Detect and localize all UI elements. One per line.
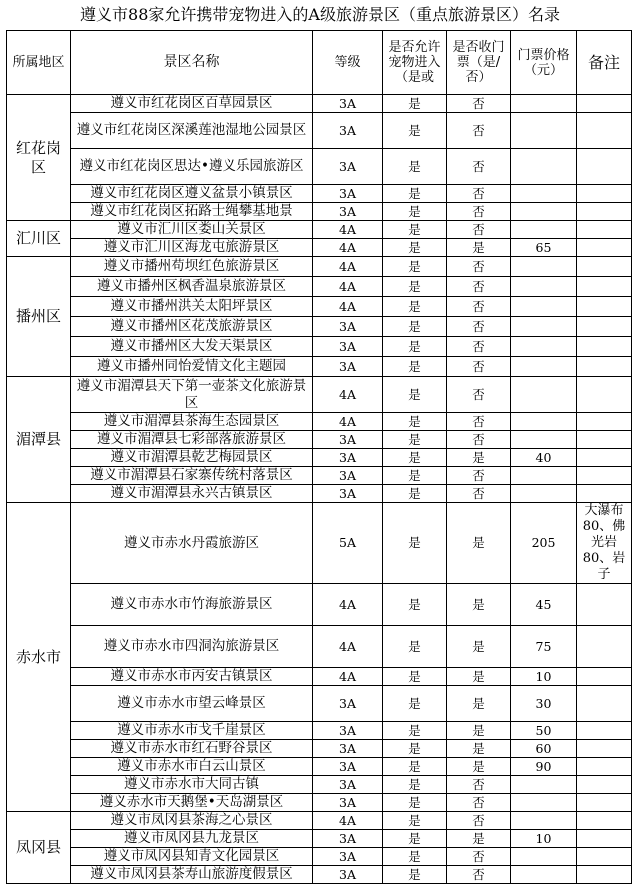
name-cell: 遵义市赤水丹霞旅游区 [71, 503, 313, 584]
level-cell: 4A [313, 297, 383, 317]
name-cell: 遵义市赤水市红石野谷景区 [71, 740, 313, 758]
level-cell: 3A [313, 722, 383, 740]
col-header-region: 所属地区 [7, 31, 71, 95]
ticket-cell: 否 [447, 794, 511, 812]
name-cell: 遵义市红花岗区思达•遵义乐园旅游区 [71, 149, 313, 185]
level-cell: 4A [313, 257, 383, 277]
note-cell [577, 357, 632, 377]
name-cell: 遵义赤水市天鹅堡•天岛湖景区 [71, 794, 313, 812]
ticket-cell: 否 [447, 297, 511, 317]
ticket-cell: 是 [447, 686, 511, 722]
pets-cell: 是 [383, 686, 447, 722]
note-cell [577, 866, 632, 884]
ticket-cell: 否 [447, 149, 511, 185]
name-cell: 遵义市赤水市戈千崖景区 [71, 722, 313, 740]
level-cell: 3A [313, 431, 383, 449]
note-cell [577, 848, 632, 866]
pets-cell: 是 [383, 794, 447, 812]
name-cell: 遵义市红花岗区百草园景区 [71, 95, 313, 113]
table-row [7, 149, 632, 185]
region-cell: 汇川区 [7, 221, 71, 257]
table-row [7, 485, 632, 503]
name-cell: 遵义市凤冈县茶寿山旅游度假景区 [71, 866, 313, 884]
pets-cell: 是 [383, 221, 447, 239]
note-cell [577, 377, 632, 413]
note-cell [577, 794, 632, 812]
name-cell: 遵义市赤水市望云峰景区 [71, 686, 313, 722]
name-cell: 遵义市凤冈县九龙景区 [71, 830, 313, 848]
ticket-cell: 是 [447, 626, 511, 668]
price-cell: 60 [511, 740, 577, 758]
name-cell: 遵义市播州区大发天渠景区 [71, 337, 313, 357]
note-cell [577, 830, 632, 848]
note-cell [577, 203, 632, 221]
note-cell [577, 467, 632, 485]
level-cell: 3A [313, 185, 383, 203]
pets-cell: 是 [383, 668, 447, 686]
pets-cell: 是 [383, 626, 447, 668]
pets-cell: 是 [383, 449, 447, 467]
region-cell: 播州区 [7, 257, 71, 377]
ticket-cell: 是 [447, 758, 511, 776]
pets-cell: 是 [383, 113, 447, 149]
table-row [7, 626, 632, 668]
price-cell [511, 297, 577, 317]
pets-cell: 是 [383, 467, 447, 485]
name-cell: 遵义市播州区枫香温泉旅游景区 [71, 277, 313, 297]
note-cell [577, 431, 632, 449]
level-cell: 3A [313, 830, 383, 848]
note-cell [577, 584, 632, 626]
level-cell: 4A [313, 413, 383, 431]
name-cell: 遵义市湄潭县石家寨传统村落景区 [71, 467, 313, 485]
price-cell [511, 113, 577, 149]
pets-cell: 是 [383, 95, 447, 113]
table-row [7, 431, 632, 449]
table-row [7, 794, 632, 812]
pets-cell: 是 [383, 758, 447, 776]
price-cell: 50 [511, 722, 577, 740]
ticket-cell: 是 [447, 503, 511, 584]
col-header-ticket: 是否收门票（是/否） [447, 31, 511, 95]
pets-cell: 是 [383, 722, 447, 740]
pets-cell: 是 [383, 740, 447, 758]
ticket-cell: 否 [447, 467, 511, 485]
level-cell: 3A [313, 794, 383, 812]
pets-cell: 是 [383, 239, 447, 257]
level-cell: 5A [313, 503, 383, 584]
col-header-price: 门票价格（元） [511, 31, 577, 95]
scenic-spot-table [6, 30, 632, 884]
table-row [7, 584, 632, 626]
table-row [7, 185, 632, 203]
table-row [7, 413, 632, 431]
note-text: 大瀑布80、佛光岩80、岩子 [582, 503, 626, 582]
pets-cell: 是 [383, 185, 447, 203]
pets-cell: 是 [383, 866, 447, 884]
ticket-cell: 是 [447, 449, 511, 467]
level-cell: 3A [313, 95, 383, 113]
region-cell: 红花岗区 [7, 95, 71, 221]
pets-cell: 是 [383, 257, 447, 277]
ticket-cell: 否 [447, 848, 511, 866]
level-cell: 4A [313, 584, 383, 626]
ticket-cell: 否 [447, 776, 511, 794]
name-cell: 遵义市赤水市四洞沟旅游景区 [71, 626, 313, 668]
ticket-cell: 否 [447, 113, 511, 149]
name-cell: 遵义市湄潭县七彩部落旅游景区 [71, 431, 313, 449]
region-cell: 凤冈县 [7, 812, 71, 884]
ticket-cell: 是 [447, 740, 511, 758]
price-cell [511, 317, 577, 337]
price-cell: 40 [511, 449, 577, 467]
pets-cell: 是 [383, 413, 447, 431]
ticket-cell: 否 [447, 485, 511, 503]
price-cell [511, 149, 577, 185]
name-cell: 遵义市红花岗区深溪莲池湿地公园景区 [71, 113, 313, 149]
table-row [7, 722, 632, 740]
level-cell: 3A [313, 467, 383, 485]
pets-cell: 是 [383, 503, 447, 584]
note-cell [577, 257, 632, 277]
ticket-cell: 否 [447, 203, 511, 221]
name-cell: 遵义市赤水市丙安古镇景区 [71, 668, 313, 686]
note-cell [577, 297, 632, 317]
price-cell: 65 [511, 239, 577, 257]
name-cell: 遵义市凤冈县茶海之心景区 [71, 812, 313, 830]
ticket-cell: 否 [447, 95, 511, 113]
name-cell: 遵义市红花岗区遵义盆景小镇景区 [71, 185, 313, 203]
note-cell [577, 337, 632, 357]
price-cell [511, 794, 577, 812]
ticket-cell: 否 [447, 866, 511, 884]
level-cell: 3A [313, 337, 383, 357]
note-cell [577, 95, 632, 113]
table-row [7, 297, 632, 317]
note-cell [577, 239, 632, 257]
price-cell: 30 [511, 686, 577, 722]
name-cell: 遵义市湄潭县天下第一壶茶文化旅游景区 [71, 377, 313, 413]
level-cell: 3A [313, 485, 383, 503]
pets-cell: 是 [383, 377, 447, 413]
table-row [7, 357, 632, 377]
note-cell [577, 503, 632, 584]
ticket-cell: 否 [447, 431, 511, 449]
price-cell: 75 [511, 626, 577, 668]
level-cell: 3A [313, 203, 383, 221]
price-cell [511, 776, 577, 794]
ticket-cell: 否 [447, 337, 511, 357]
name-cell: 遵义市湄潭县乾艺梅园景区 [71, 449, 313, 467]
level-cell: 4A [313, 239, 383, 257]
note-cell [577, 722, 632, 740]
name-cell: 遵义市播州同怡爱情文化主题园 [71, 357, 313, 377]
region-cell: 湄潭县 [7, 377, 71, 503]
table-row [7, 686, 632, 722]
ticket-cell: 否 [447, 257, 511, 277]
price-cell [511, 413, 577, 431]
table-row [7, 277, 632, 297]
table-row [7, 866, 632, 884]
note-cell [577, 413, 632, 431]
table-row [7, 848, 632, 866]
note-cell [577, 277, 632, 297]
table-row [7, 467, 632, 485]
level-cell: 4A [313, 668, 383, 686]
pets-cell: 是 [383, 203, 447, 221]
ticket-cell: 是 [447, 584, 511, 626]
ticket-cell: 否 [447, 357, 511, 377]
name-cell: 遵义市凤冈县知青文化园景区 [71, 848, 313, 866]
name-cell: 遵义市红花岗区拓路士绳攀基地景 [71, 203, 313, 221]
table-row [7, 337, 632, 357]
ticket-cell: 是 [447, 239, 511, 257]
price-cell [511, 812, 577, 830]
col-header-name: 景区名称 [71, 31, 313, 95]
name-cell: 遵义市赤水市白云山景区 [71, 758, 313, 776]
region-cell: 赤水市 [7, 503, 71, 812]
table-row [7, 668, 632, 686]
table-row [7, 776, 632, 794]
price-cell: 10 [511, 830, 577, 848]
ticket-cell: 否 [447, 221, 511, 239]
note-cell [577, 686, 632, 722]
price-cell: 10 [511, 668, 577, 686]
level-cell: 4A [313, 812, 383, 830]
table-row [7, 221, 632, 239]
name-cell: 遵义市汇川区娄山关景区 [71, 221, 313, 239]
note-cell [577, 449, 632, 467]
name-cell: 遵义市赤水市竹海旅游景区 [71, 584, 313, 626]
name-cell: 遵义市湄潭县永兴古镇景区 [71, 485, 313, 503]
header-row [7, 31, 632, 95]
pets-cell: 是 [383, 357, 447, 377]
note-cell [577, 485, 632, 503]
table-body [7, 95, 632, 884]
note-cell [577, 758, 632, 776]
price-cell: 205 [511, 503, 577, 584]
price-cell [511, 431, 577, 449]
note-cell [577, 740, 632, 758]
pets-cell: 是 [383, 584, 447, 626]
price-cell: 45 [511, 584, 577, 626]
level-cell: 3A [313, 449, 383, 467]
level-cell: 3A [313, 357, 383, 377]
level-cell: 4A [313, 277, 383, 297]
price-cell [511, 95, 577, 113]
price-cell [511, 337, 577, 357]
table-row [7, 758, 632, 776]
col-header-note: 备注 [577, 31, 632, 95]
note-cell [577, 113, 632, 149]
ticket-cell: 否 [447, 413, 511, 431]
table-row [7, 449, 632, 467]
ticket-cell: 否 [447, 185, 511, 203]
name-cell: 遵义市播州区花茂旅游景区 [71, 317, 313, 337]
price-cell [511, 848, 577, 866]
name-cell: 遵义市播州洪关太阳坪景区 [71, 297, 313, 317]
price-cell [511, 257, 577, 277]
price-cell: 90 [511, 758, 577, 776]
pets-cell: 是 [383, 812, 447, 830]
note-cell [577, 185, 632, 203]
note-cell [577, 149, 632, 185]
name-cell: 遵义市汇川区海龙屯旅游景区 [71, 239, 313, 257]
note-cell [577, 668, 632, 686]
level-cell: 3A [313, 149, 383, 185]
price-cell [511, 185, 577, 203]
level-cell: 3A [313, 848, 383, 866]
level-cell: 3A [313, 113, 383, 149]
table-row [7, 239, 632, 257]
level-cell: 3A [313, 740, 383, 758]
price-cell [511, 277, 577, 297]
name-cell: 遵义市播州苟坝红色旅游景区 [71, 257, 313, 277]
price-cell [511, 203, 577, 221]
pets-cell: 是 [383, 297, 447, 317]
ticket-cell: 是 [447, 830, 511, 848]
note-cell [577, 626, 632, 668]
note-cell [577, 317, 632, 337]
table-row [7, 377, 632, 413]
ticket-cell: 是 [447, 668, 511, 686]
level-cell: 3A [313, 686, 383, 722]
note-cell [577, 221, 632, 239]
col-header-level: 等级 [313, 31, 383, 95]
pets-cell: 是 [383, 317, 447, 337]
table-row [7, 740, 632, 758]
pets-cell: 是 [383, 337, 447, 357]
pets-cell: 是 [383, 277, 447, 297]
ticket-cell: 是 [447, 722, 511, 740]
price-cell [511, 221, 577, 239]
pets-cell: 是 [383, 485, 447, 503]
table-row [7, 503, 632, 584]
price-cell [511, 467, 577, 485]
note-cell [577, 776, 632, 794]
table-row [7, 830, 632, 848]
level-cell: 4A [313, 221, 383, 239]
pets-cell: 是 [383, 149, 447, 185]
name-cell: 遵义市赤水市大同古镇 [71, 776, 313, 794]
table-row [7, 113, 632, 149]
price-cell [511, 866, 577, 884]
price-cell [511, 485, 577, 503]
table-row [7, 317, 632, 337]
note-cell [577, 812, 632, 830]
ticket-cell: 否 [447, 377, 511, 413]
level-cell: 3A [313, 776, 383, 794]
level-cell: 3A [313, 866, 383, 884]
table-row [7, 257, 632, 277]
pets-cell: 是 [383, 431, 447, 449]
ticket-cell: 否 [447, 812, 511, 830]
table-row [7, 95, 632, 113]
level-cell: 3A [313, 317, 383, 337]
col-header-pets: 是否允许宠物进入（是或 [383, 31, 447, 95]
page-title: 遵义市88家允许携带宠物进入的A级旅游景区（重点旅游景区）名录 [80, 5, 560, 24]
name-cell: 遵义市湄潭县茶海生态园景区 [71, 413, 313, 431]
level-cell: 4A [313, 377, 383, 413]
pets-cell: 是 [383, 848, 447, 866]
table-row [7, 203, 632, 221]
table-row [7, 812, 632, 830]
pets-cell: 是 [383, 830, 447, 848]
price-cell [511, 357, 577, 377]
level-cell: 4A [313, 626, 383, 668]
level-cell: 3A [313, 758, 383, 776]
pets-cell: 是 [383, 776, 447, 794]
price-cell [511, 377, 577, 413]
ticket-cell: 否 [447, 317, 511, 337]
ticket-cell: 否 [447, 277, 511, 297]
